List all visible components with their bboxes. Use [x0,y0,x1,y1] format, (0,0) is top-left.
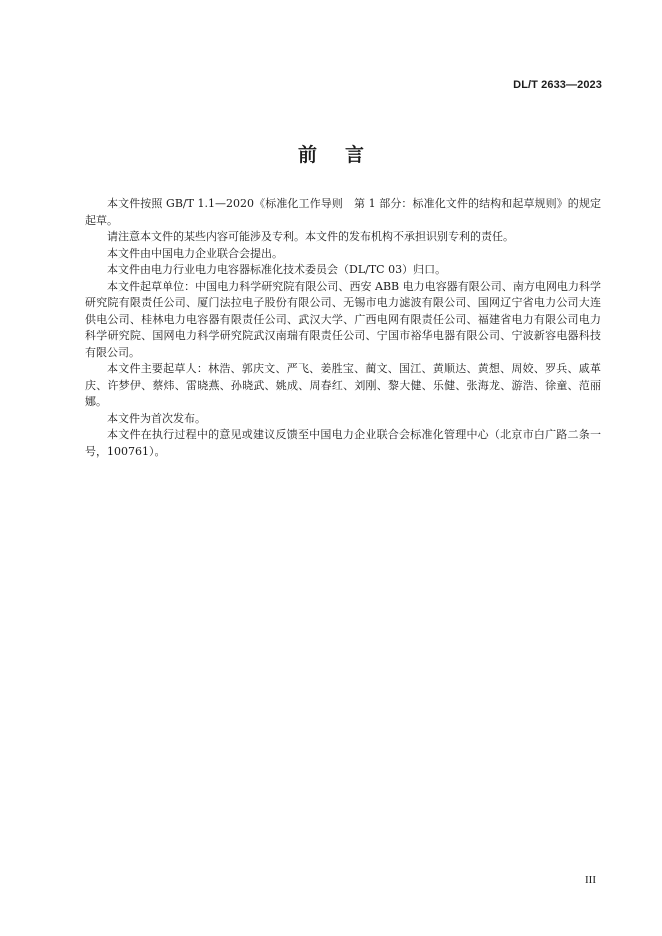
paragraph-under-jurisdiction: 本文件由电力行业电力电容器标准化技术委员会（DL/TC 03）归口。 [107,263,447,276]
standard-code: DL/T 2633—2023 [513,79,602,91]
paragraph-proposed-by: 本文件由中国电力企业联合会提出。 [107,246,283,260]
foreword-body [85,196,601,460]
paragraph-patent-notice: 请注意本文件的某些内容可能涉及专利。本文件的发布机构不承担识别专利的责任。 [107,230,514,243]
paragraph-first-release: 本文件为首次发布。 [107,411,206,425]
paragraph-feedback: 本文件在执行过程中的意见或建议反馈至中国电力企业联合会标准化管理中心（北京市白广路二条一号，100761）。 [85,428,601,458]
paragraph-main-drafters: 本文件主要起草人：林浩、郭庆文、严飞、姜胜宝、蔺文、国江、黄顺达、黄想、周姣、罗兵、戚革庆、许梦伊、蔡炜、雷晓燕、孙晓武、姚成、周春红、刘刚、黎大健、乐健、张海龙、游浩、徐童、范丽娜。 [85,362,601,408]
paragraph-drafting-rules: 本文件按照 GB/T 1.1—2020《标准化工作导则 第 1 部分：标准化文件的结构和起草规则》的规定起草。 [85,197,601,227]
page-number: III [585,874,596,886]
page-title: 前言 [297,144,392,166]
paragraph-drafting-organizations: 本文件起草单位：中国电力科学研究院有限公司、西安 ABB 电力电容器有限公司、南方电网电力科学研究院有限责任公司、厦门法拉电子股份有限公司、无锡市电力滤波有限公司、国网辽宁省电力公司大连供电公司、桂林电力电容器有限责任公司、武汉大学、广西电网有限责任公司、福建省电力有限公司电力科学研究院、国网电力科学研究院武汉南瑞有限责任公司、宁国市裕华电器有限公司、宁波新容电器科技有限公司。 [85,279,601,359]
